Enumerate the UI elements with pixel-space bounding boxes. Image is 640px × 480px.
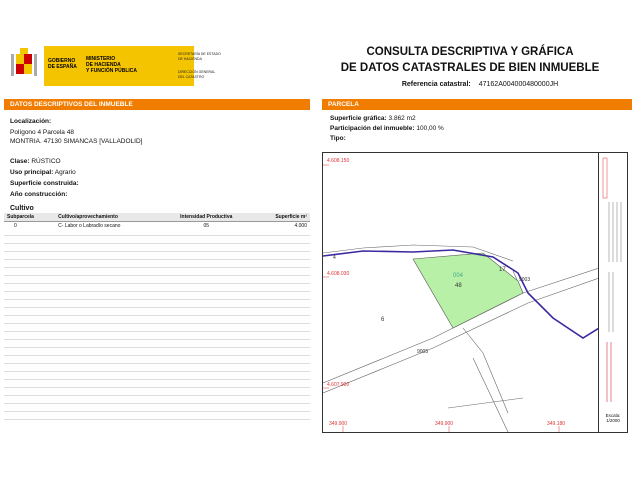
parcel-code: 004 bbox=[453, 273, 464, 279]
uso-row: Uso principal: Agrario bbox=[10, 169, 76, 176]
direccion-text: DIRECCIÓN GENERAL DEL CATASTRO bbox=[178, 70, 216, 79]
localizacion-block: Localización: Polígono 4 Parcela 48 MONTRIA. 47130 SIMANCAS [VALLADOLID] bbox=[10, 118, 143, 145]
label-9003: 9003 bbox=[519, 277, 531, 283]
coat-of-arms-icon bbox=[8, 46, 40, 84]
col-intensidad: Intensidad Productiva bbox=[161, 213, 251, 222]
page-title: CONSULTA DESCRIPTIVA Y GRÁFICA DE DATOS CATASTRALES DE BIEN INMUEBLE bbox=[340, 46, 600, 74]
col-subparcela: Subparcela bbox=[4, 213, 55, 222]
datos-descriptivos-bar: DATOS DESCRIPTIVOS DEL INMUEBLE bbox=[4, 99, 310, 110]
clase-row: Clase: RÚSTICO bbox=[10, 158, 61, 165]
cultivo-title: Cultivo bbox=[10, 205, 34, 212]
empty-table-rows bbox=[4, 228, 310, 433]
coord-y-top: 4.608.150 bbox=[327, 158, 350, 164]
cadastral-map bbox=[322, 152, 628, 433]
coord-x-mid: 349.900 bbox=[435, 421, 454, 427]
parcel-48-shape bbox=[413, 253, 523, 328]
gobierno-text: GOBIERNO DE ESPAÑA bbox=[48, 58, 77, 70]
col-cultivo: Cultivo/aprovechamiento bbox=[55, 213, 161, 222]
superficie-construida-row: Superficie construida: bbox=[10, 180, 79, 187]
coord-y-bot: 4.607.900 bbox=[327, 382, 350, 388]
anio-construccion-row: Año construcción: bbox=[10, 191, 68, 198]
label-6: 6 bbox=[381, 317, 385, 323]
col-superficie: Superficie m² bbox=[251, 213, 310, 222]
label-17: 17 bbox=[499, 267, 506, 273]
coord-x-right: 349.180 bbox=[547, 421, 566, 427]
table-row: 0 C- Labor o Labradío secano 05 4.000 bbox=[14, 223, 307, 229]
tipo-row: Tipo: bbox=[330, 135, 346, 142]
referencia-catastral: Referencia catastral: 47162A004000480000JH bbox=[401, 81, 559, 88]
coord-x-left: 349.900 bbox=[329, 421, 348, 427]
participacion-row: Participación del inmueble: 100,00 % bbox=[330, 125, 444, 132]
parcel-number: 48 bbox=[455, 283, 462, 289]
ministerio-text: MINISTERIO DE HACIENDA Y FUNCIÓN PÚBLICA bbox=[86, 56, 138, 74]
parcela-bar: PARCELA bbox=[322, 99, 632, 110]
superficie-grafica-row: Superficie gráfica: 3.862 m2 bbox=[330, 115, 416, 122]
escala: Escala: 1/2000 bbox=[605, 413, 621, 423]
government-logo bbox=[8, 46, 228, 92]
coord-y-mid: 4.608.030 bbox=[327, 271, 350, 277]
map-legend-sidebar bbox=[598, 152, 628, 433]
secretaria-text: SECRETARÍA DE ESTADO DE HACIENDA bbox=[178, 52, 221, 61]
label-9005: 9005 bbox=[417, 349, 429, 355]
label-4: 4 bbox=[333, 255, 336, 261]
